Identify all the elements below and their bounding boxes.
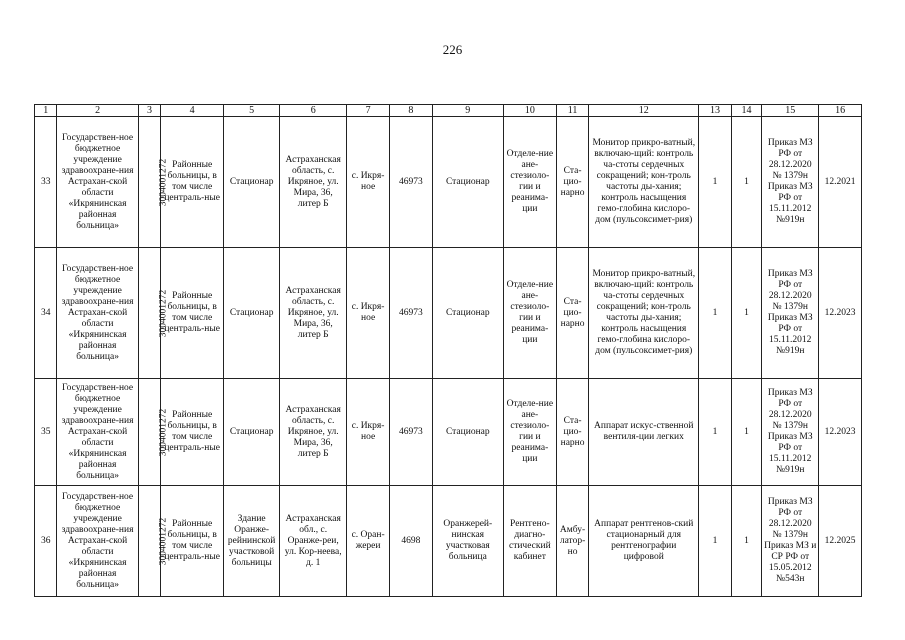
equipment-cell: Монитор прикро-ватный, включаю-щий: контроль ча-стоты сердечных сокращений; кон-троль частоты ды-хания; контроль насыщения гемо-глобина кислоро-дом (пульсоксимет-рия) bbox=[589, 248, 699, 379]
inn-cell bbox=[138, 379, 168, 486]
order-cell: Приказ МЗ РФ от 28.12.2020 № 1379н Приказ МЗ РФ от 15.11.2012 №919н bbox=[762, 117, 819, 248]
oktmo-cell: 46973 bbox=[389, 248, 432, 379]
date-cell: 12.2025 bbox=[819, 486, 862, 597]
condition-cell: Ста-цио-нарно bbox=[556, 379, 589, 486]
department-cell: Отделе-ние ане-стезиоло-гии и реанима-ции bbox=[503, 117, 556, 248]
column-header: 3 bbox=[138, 105, 160, 117]
date-cell: 12.2023 bbox=[819, 379, 862, 486]
organization-cell: Государствен-ное бюджетное учреждение здравоохране-ния Астрахан-ской области «Икрянинская районная больница» bbox=[57, 117, 138, 248]
subdivision-cell: Оранжерей-нинская участковая больница bbox=[432, 486, 503, 597]
oktmo-cell: 4698 bbox=[389, 486, 432, 597]
organization-cell: Государствен-ное бюджетное учреждение здравоохране-ния Астрахан-ской области «Икрянинская районная больница» bbox=[57, 379, 138, 486]
column-header: 10 bbox=[503, 105, 556, 117]
row-number: 33 bbox=[35, 117, 57, 248]
column-header: 12 bbox=[589, 105, 699, 117]
inn-text: 3004001272 bbox=[158, 408, 168, 456]
address-cell: Астраханская область, с. Икряное, ул. Мира, 36, литер Б bbox=[280, 117, 347, 248]
column-header: 8 bbox=[389, 105, 432, 117]
date-cell: 12.2023 bbox=[819, 248, 862, 379]
unit-cell: Стационар bbox=[224, 248, 280, 379]
column-header: 7 bbox=[347, 105, 390, 117]
address-cell: Астраханская область, с. Икряное, ул. Мира, 36, литер Б bbox=[280, 248, 347, 379]
quantity-cell: 1 bbox=[699, 379, 732, 486]
address-cell: Астраханская обл., с. Оранже-реи, ул. Кор-неева, д. 1 bbox=[280, 486, 347, 597]
inn-cell bbox=[138, 486, 168, 597]
oktmo-cell: 46973 bbox=[389, 379, 432, 486]
facility-type-cell: Районные больницы, в том числе централь-ные bbox=[161, 379, 224, 486]
facility-type-cell: Районные больницы, в том числе централь-ные bbox=[161, 117, 224, 248]
department-cell: Рентгено-диагно-стический кабинет bbox=[503, 486, 556, 597]
row-number: 35 bbox=[35, 379, 57, 486]
inn-text: 3004001272 bbox=[158, 158, 168, 206]
column-header: 13 bbox=[699, 105, 732, 117]
table-row bbox=[35, 379, 862, 486]
quantity-cell: 1 bbox=[731, 486, 762, 597]
condition-cell: Амбу-латор-но bbox=[556, 486, 589, 597]
column-header: 6 bbox=[280, 105, 347, 117]
locality-cell: с. Оран-жереи bbox=[347, 486, 390, 597]
header-row bbox=[35, 105, 862, 117]
condition-cell: Ста-цио-нарно bbox=[556, 248, 589, 379]
page-number: 226 bbox=[442, 42, 463, 57]
order-cell: Приказ МЗ РФ от 28.12.2020 № 1379н Приказ МЗ РФ от 15.11.2012 №919н bbox=[762, 248, 819, 379]
inn-text: 3004001272 bbox=[158, 289, 168, 337]
locality-cell: с. Икря-ное bbox=[347, 117, 390, 248]
quantity-cell: 1 bbox=[699, 117, 732, 248]
column-header: 2 bbox=[57, 105, 138, 117]
subdivision-cell: Стационар bbox=[432, 379, 503, 486]
organization-cell: Государствен-ное бюджетное учреждение здравоохране-ния Астрахан-ской области «Икрянинская районная больница» bbox=[57, 248, 138, 379]
unit-cell: Стационар bbox=[224, 379, 280, 486]
address-cell: Астраханская область, с. Икряное, ул. Мира, 36, литер Б bbox=[280, 379, 347, 486]
inn-cell bbox=[138, 248, 168, 379]
locality-cell: с. Икря-ное bbox=[347, 248, 390, 379]
quantity-cell: 1 bbox=[699, 486, 732, 597]
column-header: 15 bbox=[762, 105, 819, 117]
condition-cell: Ста-цио-нарно bbox=[556, 117, 589, 248]
table-row bbox=[35, 248, 862, 379]
inn-cell bbox=[138, 117, 168, 248]
facility-type-cell: Районные больницы, в том числе централь-ные bbox=[161, 486, 224, 597]
column-header: 14 bbox=[731, 105, 762, 117]
column-header: 5 bbox=[224, 105, 280, 117]
subdivision-cell: Стационар bbox=[432, 248, 503, 379]
quantity-cell: 1 bbox=[731, 379, 762, 486]
department-cell: Отделе-ние ане-стезиоло-гии и реанима-ции bbox=[503, 248, 556, 379]
row-number: 36 bbox=[35, 486, 57, 597]
column-header: 9 bbox=[432, 105, 503, 117]
subdivision-cell: Стационар bbox=[432, 117, 503, 248]
unit-cell: Стационар bbox=[224, 117, 280, 248]
quantity-cell: 1 bbox=[699, 248, 732, 379]
order-cell: Приказ МЗ РФ от 28.12.2020 № 1379н Приказ МЗ и СР РФ от 15.05.2012 №543н bbox=[762, 486, 819, 597]
quantity-cell: 1 bbox=[731, 248, 762, 379]
facility-type-cell: Районные больницы, в том числе централь-ные bbox=[161, 248, 224, 379]
oktmo-cell: 46973 bbox=[389, 117, 432, 248]
equipment-table bbox=[34, 104, 862, 597]
organization-cell: Государствен-ное бюджетное учреждение здравоохране-ния Астрахан-ской области «Икрянинская районная больница» bbox=[57, 486, 138, 597]
column-header: 1 bbox=[35, 105, 57, 117]
column-header: 4 bbox=[161, 105, 224, 117]
row-number: 34 bbox=[35, 248, 57, 379]
column-header: 11 bbox=[556, 105, 589, 117]
locality-cell: с. Икря-ное bbox=[347, 379, 390, 486]
column-header: 16 bbox=[819, 105, 862, 117]
unit-cell: Здание Оранже-рейнинской участковой больницы bbox=[224, 486, 280, 597]
equipment-cell: Монитор прикро-ватный, включаю-щий: контроль ча-стоты сердечных сокращений; кон-троль частоты ды-хания; контроль насыщения гемо-глобина кислоро-дом (пульсоксимет-рия) bbox=[589, 117, 699, 248]
equipment-cell: Аппарат рентгенов-ский стационарный для рентгенографии цифровой bbox=[589, 486, 699, 597]
quantity-cell: 1 bbox=[731, 117, 762, 248]
equipment-cell: Аппарат искус-ственной вентиля-ции легких bbox=[589, 379, 699, 486]
date-cell: 12.2021 bbox=[819, 117, 862, 248]
table-row bbox=[35, 117, 862, 248]
department-cell: Отделе-ние ане-стезиоло-гии и реанима-ции bbox=[503, 379, 556, 486]
order-cell: Приказ МЗ РФ от 28.12.2020 № 1379н Приказ МЗ РФ от 15.11.2012 №919н bbox=[762, 379, 819, 486]
inn-text: 3004001272 bbox=[158, 517, 168, 565]
table-row bbox=[35, 486, 862, 597]
